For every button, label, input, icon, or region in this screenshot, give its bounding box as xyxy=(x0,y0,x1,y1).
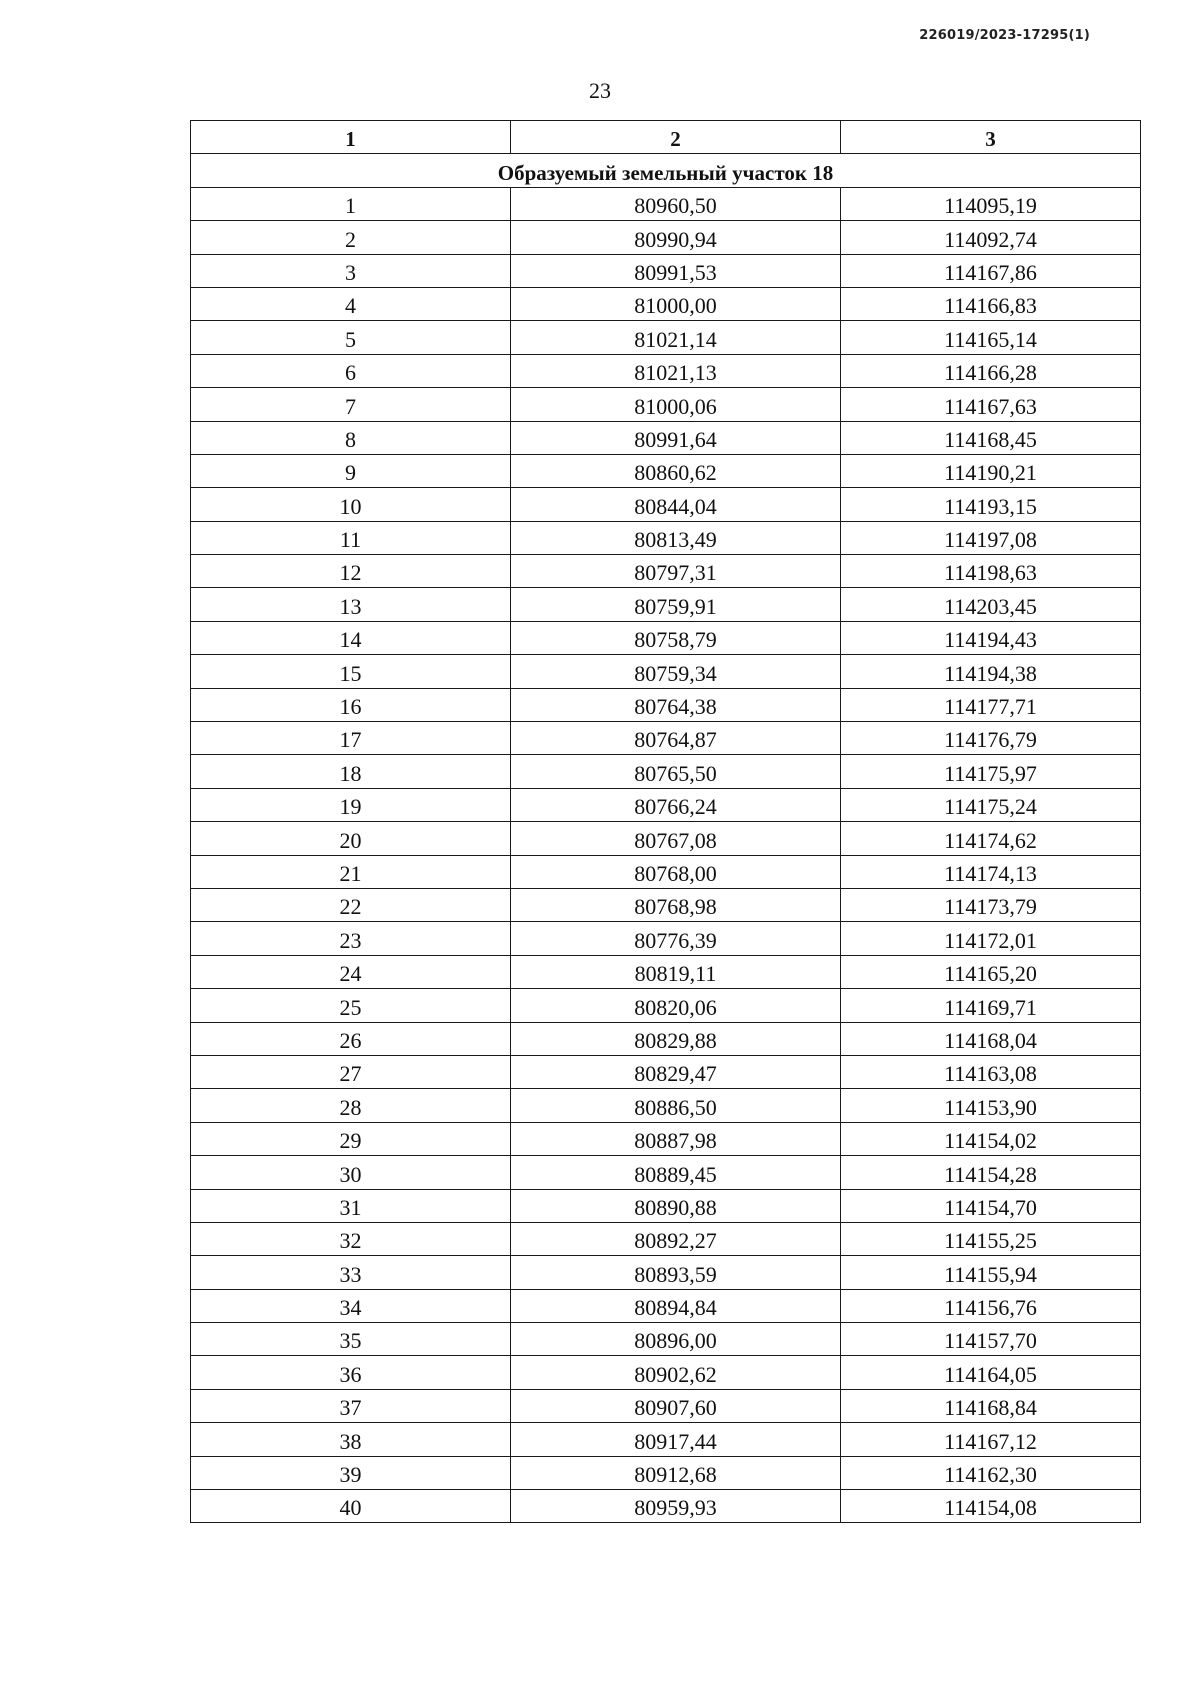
point-number-cell: 39 xyxy=(191,1456,511,1489)
x-coordinate-cell: 80894,84 xyxy=(511,1289,841,1322)
point-number-cell: 32 xyxy=(191,1222,511,1255)
point-number-cell: 13 xyxy=(191,588,511,621)
y-coordinate-cell: 114153,90 xyxy=(841,1089,1141,1122)
table-row xyxy=(191,621,1141,654)
table-row xyxy=(191,254,1141,287)
x-coordinate-cell: 80860,62 xyxy=(511,454,841,487)
y-coordinate-cell: 114194,38 xyxy=(841,655,1141,688)
y-coordinate-cell: 114164,05 xyxy=(841,1356,1141,1389)
column-header-1: 1 xyxy=(191,121,511,154)
y-coordinate-cell: 114169,71 xyxy=(841,989,1141,1022)
y-coordinate-cell: 114165,20 xyxy=(841,955,1141,988)
x-coordinate-cell: 80759,91 xyxy=(511,588,841,621)
point-number-cell: 40 xyxy=(191,1490,511,1523)
table-row xyxy=(191,187,1141,220)
point-number-cell: 24 xyxy=(191,955,511,988)
table-header-row xyxy=(191,121,1141,154)
table-row xyxy=(191,454,1141,487)
page-number: 23 xyxy=(589,78,611,103)
x-coordinate-cell: 80776,39 xyxy=(511,922,841,955)
x-coordinate-cell: 80764,38 xyxy=(511,688,841,721)
table-row xyxy=(191,1189,1141,1222)
point-number-cell: 33 xyxy=(191,1256,511,1289)
point-number-cell: 6 xyxy=(191,354,511,387)
table-row xyxy=(191,922,1141,955)
point-number-cell: 10 xyxy=(191,488,511,521)
table-row xyxy=(191,722,1141,755)
table-row xyxy=(191,855,1141,888)
y-coordinate-cell: 114154,70 xyxy=(841,1189,1141,1222)
point-number-cell: 31 xyxy=(191,1189,511,1222)
x-coordinate-cell: 80886,50 xyxy=(511,1089,841,1122)
point-number-cell: 36 xyxy=(191,1356,511,1389)
point-number-cell: 2 xyxy=(191,221,511,254)
point-number-cell: 22 xyxy=(191,888,511,921)
x-coordinate-cell: 80819,11 xyxy=(511,955,841,988)
section-row xyxy=(191,154,1141,187)
point-number-cell: 3 xyxy=(191,254,511,287)
x-coordinate-cell: 80766,24 xyxy=(511,788,841,821)
y-coordinate-cell: 114168,84 xyxy=(841,1389,1141,1422)
column-header-3: 3 xyxy=(841,121,1141,154)
table-row xyxy=(191,1156,1141,1189)
point-number-cell: 29 xyxy=(191,1122,511,1155)
point-number-cell: 37 xyxy=(191,1389,511,1422)
document-registration-number: 226019/2023-17295(1) xyxy=(919,28,1090,43)
y-coordinate-cell: 114165,14 xyxy=(841,321,1141,354)
x-coordinate-cell: 80820,06 xyxy=(511,989,841,1022)
y-coordinate-cell: 114167,63 xyxy=(841,388,1141,421)
x-coordinate-cell: 80960,50 xyxy=(511,187,841,220)
table-row xyxy=(191,1055,1141,1088)
x-coordinate-cell: 80902,62 xyxy=(511,1356,841,1389)
x-coordinate-cell: 81021,13 xyxy=(511,354,841,387)
table-row xyxy=(191,688,1141,721)
y-coordinate-cell: 114166,28 xyxy=(841,354,1141,387)
point-number-cell: 34 xyxy=(191,1289,511,1322)
y-coordinate-cell: 114155,25 xyxy=(841,1222,1141,1255)
point-number-cell: 16 xyxy=(191,688,511,721)
table-row xyxy=(191,1256,1141,1289)
x-coordinate-cell: 80912,68 xyxy=(511,1456,841,1489)
y-coordinate-cell: 114162,30 xyxy=(841,1456,1141,1489)
table-row xyxy=(191,354,1141,387)
x-coordinate-cell: 80991,53 xyxy=(511,254,841,287)
table-row xyxy=(191,1289,1141,1322)
y-coordinate-cell: 114168,04 xyxy=(841,1022,1141,1055)
point-number-cell: 35 xyxy=(191,1323,511,1356)
table-row xyxy=(191,1389,1141,1422)
table-row xyxy=(191,287,1141,320)
table-row xyxy=(191,989,1141,1022)
y-coordinate-cell: 114174,13 xyxy=(841,855,1141,888)
table-row xyxy=(191,1323,1141,1356)
x-coordinate-cell: 80991,64 xyxy=(511,421,841,454)
point-number-cell: 19 xyxy=(191,788,511,821)
point-number-cell: 30 xyxy=(191,1156,511,1189)
table-row xyxy=(191,822,1141,855)
y-coordinate-cell: 114175,97 xyxy=(841,755,1141,788)
x-coordinate-cell: 80829,88 xyxy=(511,1022,841,1055)
table-row xyxy=(191,488,1141,521)
table-row xyxy=(191,1490,1141,1523)
x-coordinate-cell: 80797,31 xyxy=(511,555,841,588)
x-coordinate-cell: 80764,87 xyxy=(511,722,841,755)
table-row xyxy=(191,1222,1141,1255)
table-row xyxy=(191,1022,1141,1055)
x-coordinate-cell: 80990,94 xyxy=(511,221,841,254)
point-number-cell: 11 xyxy=(191,521,511,554)
table-row xyxy=(191,521,1141,554)
x-coordinate-cell: 80890,88 xyxy=(511,1189,841,1222)
y-coordinate-cell: 114174,62 xyxy=(841,822,1141,855)
y-coordinate-cell: 114167,12 xyxy=(841,1423,1141,1456)
y-coordinate-cell: 114163,08 xyxy=(841,1055,1141,1088)
x-coordinate-cell: 81000,00 xyxy=(511,287,841,320)
table-body xyxy=(191,187,1141,1523)
table-row xyxy=(191,1456,1141,1489)
y-coordinate-cell: 114172,01 xyxy=(841,922,1141,955)
x-coordinate-cell: 80917,44 xyxy=(511,1423,841,1456)
point-number-cell: 14 xyxy=(191,621,511,654)
x-coordinate-cell: 80813,49 xyxy=(511,521,841,554)
y-coordinate-cell: 114168,45 xyxy=(841,421,1141,454)
x-coordinate-cell: 80759,34 xyxy=(511,655,841,688)
x-coordinate-cell: 80765,50 xyxy=(511,755,841,788)
y-coordinate-cell: 114155,94 xyxy=(841,1256,1141,1289)
x-coordinate-cell: 80892,27 xyxy=(511,1222,841,1255)
x-coordinate-cell: 80959,93 xyxy=(511,1490,841,1523)
coordinates-table-container xyxy=(190,120,1140,1523)
table-row xyxy=(191,221,1141,254)
x-coordinate-cell: 81021,14 xyxy=(511,321,841,354)
table-row xyxy=(191,388,1141,421)
y-coordinate-cell: 114198,63 xyxy=(841,555,1141,588)
x-coordinate-cell: 80767,08 xyxy=(511,822,841,855)
y-coordinate-cell: 114092,74 xyxy=(841,221,1141,254)
x-coordinate-cell: 80758,79 xyxy=(511,621,841,654)
table-row xyxy=(191,1089,1141,1122)
y-coordinate-cell: 114157,70 xyxy=(841,1323,1141,1356)
y-coordinate-cell: 114197,08 xyxy=(841,521,1141,554)
point-number-cell: 5 xyxy=(191,321,511,354)
y-coordinate-cell: 114154,02 xyxy=(841,1122,1141,1155)
point-number-cell: 12 xyxy=(191,555,511,588)
y-coordinate-cell: 114167,86 xyxy=(841,254,1141,287)
point-number-cell: 18 xyxy=(191,755,511,788)
y-coordinate-cell: 114176,79 xyxy=(841,722,1141,755)
y-coordinate-cell: 114156,76 xyxy=(841,1289,1141,1322)
point-number-cell: 23 xyxy=(191,922,511,955)
table-row xyxy=(191,1122,1141,1155)
x-coordinate-cell: 80829,47 xyxy=(511,1055,841,1088)
table-row xyxy=(191,755,1141,788)
point-number-cell: 21 xyxy=(191,855,511,888)
y-coordinate-cell: 114175,24 xyxy=(841,788,1141,821)
y-coordinate-cell: 114166,83 xyxy=(841,287,1141,320)
y-coordinate-cell: 114203,45 xyxy=(841,588,1141,621)
y-coordinate-cell: 114177,71 xyxy=(841,688,1141,721)
x-coordinate-cell: 80893,59 xyxy=(511,1256,841,1289)
table-row xyxy=(191,1356,1141,1389)
table-row xyxy=(191,588,1141,621)
y-coordinate-cell: 114193,15 xyxy=(841,488,1141,521)
x-coordinate-cell: 80887,98 xyxy=(511,1122,841,1155)
table-row xyxy=(191,955,1141,988)
point-number-cell: 38 xyxy=(191,1423,511,1456)
x-coordinate-cell: 81000,06 xyxy=(511,388,841,421)
point-number-cell: 8 xyxy=(191,421,511,454)
table-row xyxy=(191,1423,1141,1456)
y-coordinate-cell: 114194,43 xyxy=(841,621,1141,654)
point-number-cell: 15 xyxy=(191,655,511,688)
table-row xyxy=(191,321,1141,354)
x-coordinate-cell: 80896,00 xyxy=(511,1323,841,1356)
table-row xyxy=(191,555,1141,588)
y-coordinate-cell: 114154,08 xyxy=(841,1490,1141,1523)
y-coordinate-cell: 114190,21 xyxy=(841,454,1141,487)
point-number-cell: 4 xyxy=(191,287,511,320)
point-number-cell: 26 xyxy=(191,1022,511,1055)
column-header-2: 2 xyxy=(511,121,841,154)
coordinates-table xyxy=(190,120,1141,1523)
x-coordinate-cell: 80907,60 xyxy=(511,1389,841,1422)
table-row xyxy=(191,655,1141,688)
point-number-cell: 20 xyxy=(191,822,511,855)
point-number-cell: 25 xyxy=(191,989,511,1022)
point-number-cell: 28 xyxy=(191,1089,511,1122)
table-row xyxy=(191,421,1141,454)
y-coordinate-cell: 114173,79 xyxy=(841,888,1141,921)
point-number-cell: 1 xyxy=(191,187,511,220)
table-row xyxy=(191,888,1141,921)
y-coordinate-cell: 114154,28 xyxy=(841,1156,1141,1189)
point-number-cell: 7 xyxy=(191,388,511,421)
table-row xyxy=(191,788,1141,821)
section-title: Образуемый земельный участок 18 xyxy=(191,154,1141,187)
x-coordinate-cell: 80889,45 xyxy=(511,1156,841,1189)
x-coordinate-cell: 80768,00 xyxy=(511,855,841,888)
x-coordinate-cell: 80768,98 xyxy=(511,888,841,921)
point-number-cell: 17 xyxy=(191,722,511,755)
y-coordinate-cell: 114095,19 xyxy=(841,187,1141,220)
x-coordinate-cell: 80844,04 xyxy=(511,488,841,521)
point-number-cell: 27 xyxy=(191,1055,511,1088)
point-number-cell: 9 xyxy=(191,454,511,487)
